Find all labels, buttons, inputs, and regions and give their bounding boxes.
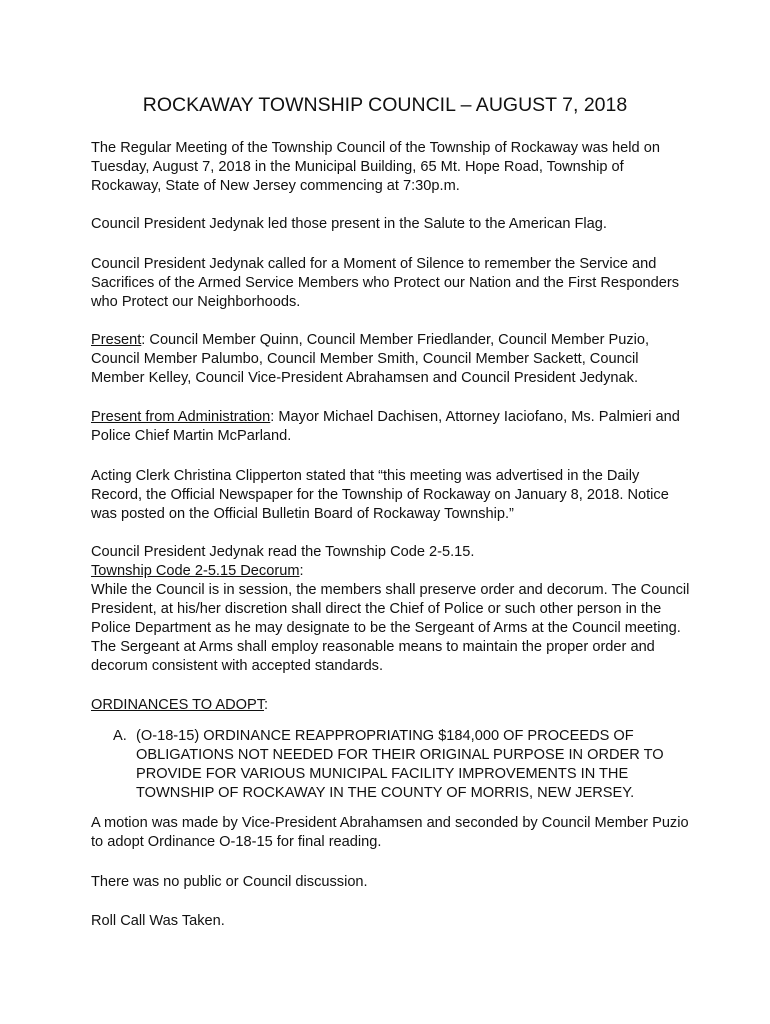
present-admin-paragraph [91,408,691,446]
discussion-paragraph: There was no public or Council discussion. [91,874,368,890]
code-body: While the Council is in session, the members shall preserve order and decorum. The Council President, at his/her discretion shall direct the Chief of Police or such other person in the Police Department as he may designate to be the Sergeant of Arms at the Council meeting. The Sergeant at Arms shall employ reasonable means to maintain the proper order and decorum consistent with accepted standards. [91,582,690,674]
ordinance-item-text: (O-18-15) ORDINANCE REAPPROPRIATING $184,000 OF PROCEEDS OF OBLIGATIONS NOT NEEDED FOR THEIR ORIGINAL PURPOSE IN ORDER TO PROVIDE FOR VARIOUS MUNICIPAL FACILITY IMPROVEMENTS IN THE TOWNSHIP OF ROCKAWAY IN THE COUNTY OF MORRIS, NEW JERSEY. [136,728,664,801]
ordinances-heading-suffix: : [264,697,269,713]
document-title: ROCKAWAY TOWNSHIP COUNCIL – AUGUST 7, 2018 [142,94,628,116]
motion-paragraph: A motion was made by Vice-President Abrahamsen and seconded by Council Member Puzio to adopt Ordinance O-18-15 for final reading. [91,815,689,850]
intro-paragraph: The Regular Meeting of the Township Council of the Township of Rockaway was held on Tuesday, August 7, 2018 in the Municipal Building, 65 Mt. Hope Road, Township of Rockaway, State of New Jersey commencing at 7:30p.m. [91,140,660,194]
ordinance-item-letter: A. [113,728,127,744]
present-admin-label: Present from Administration [91,409,271,425]
clerk-statement-paragraph: Acting Clerk Christina Clipperton stated that “this meeting was advertised in the Daily Record, the Official Newspaper for the Township of Rockaway on January 8, 2018. Notice was posted on the Official Bulletin Board of Rockaway Township.” [91,468,669,522]
present-text: : Council Member Quinn, Council Member Friedlander, Council Member Puzio, Council Member Palumbo, Council Member Smith, Council Member Sackett, Council Member Kelley, Council Vice-President Abrahamsen and Council President Jedynak. [91,332,650,386]
ordinances-heading: ORDINANCES TO ADOPT [91,697,265,713]
code-heading-suffix: : [299,563,304,579]
code-read-line: Council President Jedynak read the Township Code 2-5.15. [91,544,475,560]
code-heading: Township Code 2-5.15 Decorum [91,563,300,579]
silence-paragraph: Council President Jedynak called for a Moment of Silence to remember the Service and Sacrifices of the Armed Service Members who Protect our Nation and the First Responders who Protect our Neighborhoods. [91,256,680,310]
code-heading-line [91,562,691,581]
present-admin-text: : Mayor Michael Dachisen, Attorney Iaciofano, Ms. Palmieri and Police Chief Martin McParland. [91,409,680,444]
code-section [91,543,691,676]
salute-paragraph: Council President Jedynak led those present in the Salute to the American Flag. [91,216,607,232]
present-paragraph [91,331,691,388]
present-label: Present [91,332,142,348]
roll-call-paragraph: Roll Call Was Taken. [91,913,225,929]
ordinances-heading-line [91,696,691,715]
